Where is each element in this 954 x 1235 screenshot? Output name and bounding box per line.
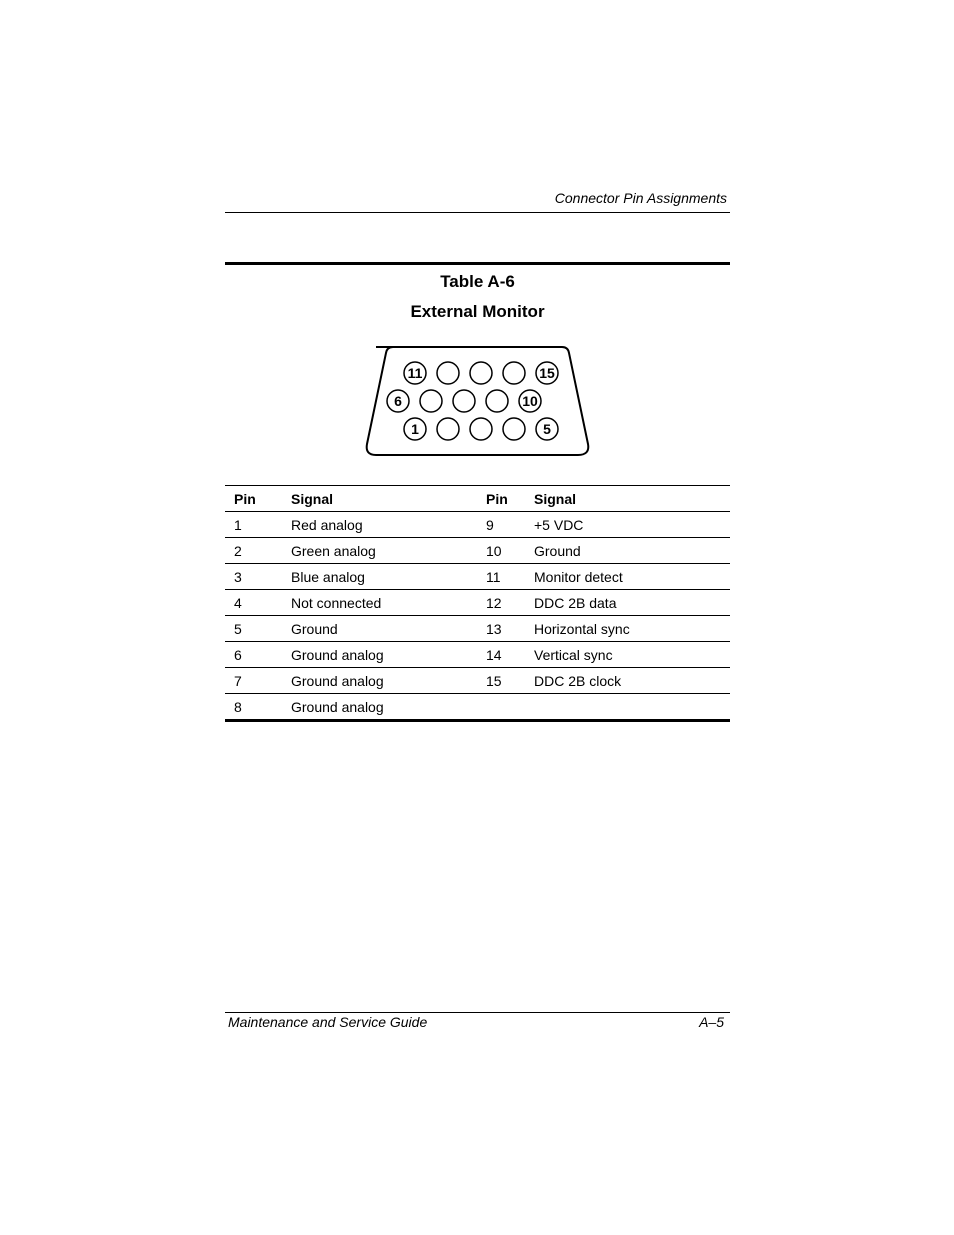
column-header-pin: Pin	[486, 486, 534, 512]
pin-3	[470, 418, 492, 440]
table-header-row	[225, 486, 730, 512]
pin-cell: 1	[234, 516, 242, 533]
table-row	[225, 590, 730, 616]
pin-2	[437, 418, 459, 440]
signal-cell: DDC 2B clock	[534, 668, 730, 694]
header-rule	[225, 212, 730, 213]
pin-7	[420, 390, 442, 412]
pin-cell: 13	[486, 616, 534, 642]
pin-9	[486, 390, 508, 412]
pin-label-1: 1	[411, 421, 419, 437]
pin-cell: 4	[225, 590, 291, 616]
signal-cell: Ground analog	[291, 642, 486, 668]
column-header-signal: Signal	[291, 486, 486, 512]
signal-cell	[534, 694, 730, 721]
signal-cell: Ground	[534, 538, 730, 564]
table-row	[225, 668, 730, 694]
pin-label-5: 5	[543, 421, 551, 437]
footer-guide-title: Maintenance and Service Guide	[228, 1014, 428, 1030]
column-header-signal: Signal	[534, 486, 730, 512]
signal-cell: Ground analog	[291, 694, 486, 721]
signal-cell: Ground analog	[291, 668, 486, 694]
pin-label-11: 11	[407, 365, 423, 381]
signal-cell: Green analog	[291, 538, 486, 564]
table-row	[225, 642, 730, 668]
running-header: Connector Pin Assignments	[554, 190, 727, 206]
table-row	[225, 616, 730, 642]
pin-label-10: 10	[522, 393, 538, 409]
pin-cell: 9	[486, 516, 494, 533]
pin-label-15: 15	[539, 365, 555, 381]
table-row	[225, 694, 730, 721]
table-row	[225, 538, 730, 564]
footer-rule	[225, 1012, 730, 1013]
signal-cell: DDC 2B data	[534, 590, 730, 616]
pin-cell: 2	[225, 538, 291, 564]
table-row	[225, 564, 730, 590]
table-row	[225, 512, 730, 538]
footer-page-number: A–5	[699, 1014, 724, 1030]
pin-12	[437, 362, 459, 384]
pin-cell: 10	[486, 538, 534, 564]
signal-cell: Ground	[291, 616, 486, 642]
signal-cell: Blue analog	[291, 564, 486, 590]
signal-cell: +5 VDC	[534, 516, 584, 533]
pin-label-6: 6	[394, 393, 402, 409]
signal-cell: Red analog	[291, 516, 363, 533]
pin-cell: 3	[225, 564, 291, 590]
pin-assignment-table	[225, 485, 730, 722]
column-header-pin: Pin	[225, 486, 291, 512]
pin-cell: 14	[486, 642, 534, 668]
vga-connector-diagram	[364, 344, 590, 458]
signal-cell: Vertical sync	[534, 642, 730, 668]
pin-cell: 15	[486, 668, 534, 694]
pin-cell: 8	[225, 694, 291, 721]
pin-cell: 11	[486, 564, 534, 590]
pin-cell	[486, 694, 534, 721]
table-number: Table A-6	[440, 272, 515, 291]
pin-cell: 7	[225, 668, 291, 694]
pin-8	[453, 390, 475, 412]
pin-cell: 6	[225, 642, 291, 668]
pin-cell: 12	[486, 590, 534, 616]
pin-cell: 5	[225, 616, 291, 642]
pin-14	[503, 362, 525, 384]
pin-13	[470, 362, 492, 384]
signal-cell: Horizontal sync	[534, 616, 730, 642]
table-top-rule	[225, 262, 730, 265]
signal-cell: Not connected	[291, 590, 486, 616]
pin-4	[503, 418, 525, 440]
signal-cell: Monitor detect	[534, 564, 730, 590]
table-title: External Monitor	[410, 302, 545, 321]
